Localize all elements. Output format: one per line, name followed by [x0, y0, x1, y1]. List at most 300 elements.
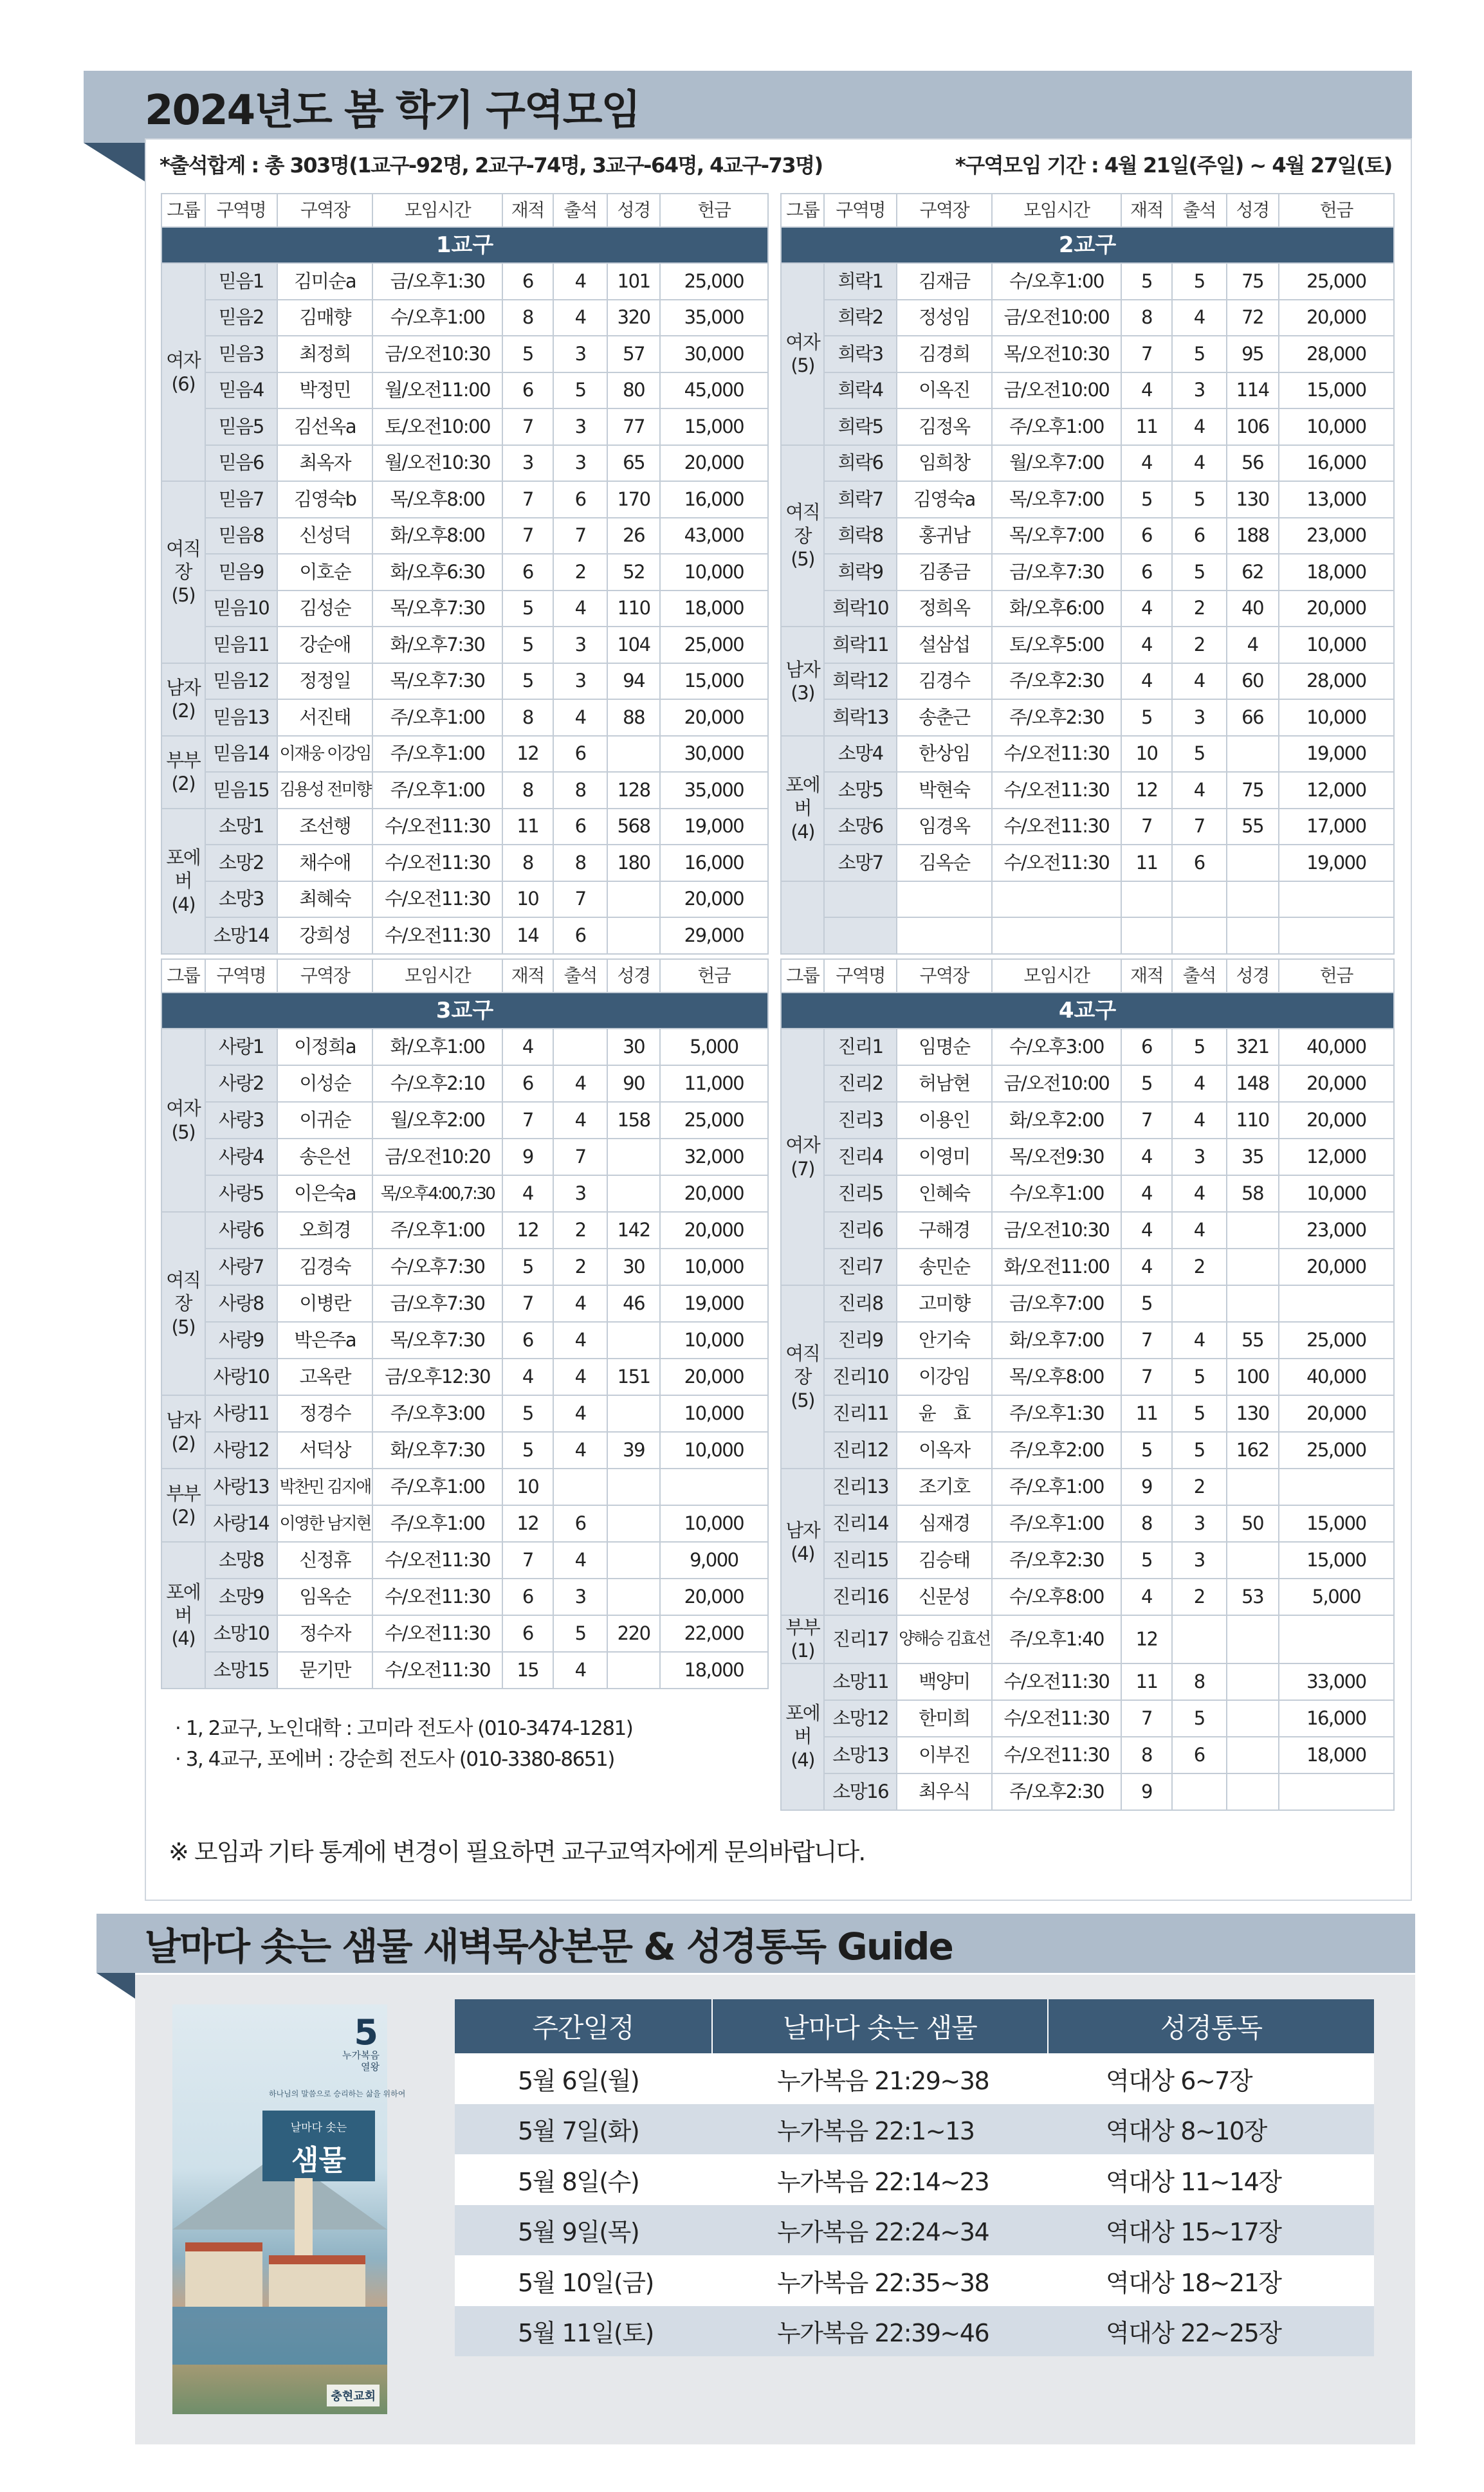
bible: 180: [607, 845, 659, 881]
sea: [172, 2307, 387, 2365]
column-header: 성경: [607, 959, 659, 993]
meeting-time: 주/오후1:00: [372, 1469, 502, 1505]
district-code: 진리5: [824, 1175, 896, 1212]
table-row: [781, 445, 1394, 482]
daily-reading: 누가복음 22:39~46: [712, 2306, 1048, 2357]
group-cell: 여자 (5): [781, 263, 824, 445]
bible: [1227, 845, 1279, 881]
table-row: [161, 300, 768, 336]
leader-name: 송민순: [897, 1249, 992, 1285]
enrolled: 10: [1121, 736, 1172, 773]
enrolled: 11: [502, 809, 553, 845]
district-code: 소망12: [824, 1700, 896, 1737]
column-header: 재적: [502, 959, 553, 993]
leader-name: 최우식: [897, 1773, 992, 1810]
leader-name: 송은선: [277, 1139, 372, 1175]
table-row: [781, 917, 1394, 954]
header-row: [161, 959, 768, 993]
leader-name: 최옥자: [277, 445, 372, 482]
attended: 4: [1172, 1175, 1227, 1212]
group-cell: 부부(1): [781, 1615, 824, 1663]
enrolled: 10: [502, 881, 553, 918]
attended: [553, 1029, 608, 1065]
attended: 4: [1172, 408, 1227, 445]
enrolled: 10: [502, 1469, 553, 1505]
leader-name: 정성임: [897, 300, 992, 336]
enrolled: 5: [502, 1432, 553, 1469]
table-row: [781, 408, 1394, 445]
offering: 15,000: [660, 408, 768, 445]
district-code: 소망13: [824, 1737, 896, 1773]
meeting-time: 수/오전11:30: [372, 881, 502, 918]
offering: 20,000: [660, 1212, 768, 1249]
offering: 18,000: [660, 1652, 768, 1689]
attended: [1172, 1285, 1227, 1322]
district-code: 믿음7: [205, 481, 278, 518]
column-header: 모임시간: [372, 194, 502, 227]
enrolled: 12: [502, 1212, 553, 1249]
offering: 5,000: [1279, 1579, 1394, 1615]
attended: 5: [1172, 263, 1227, 300]
table-row: [161, 663, 768, 700]
enrolled: 6: [502, 1065, 553, 1102]
bible: 148: [1227, 1065, 1279, 1102]
leader-name: 임옥순: [277, 1579, 372, 1615]
offering: 35,000: [660, 300, 768, 336]
district-code: 진리1: [824, 1029, 896, 1065]
column-header: 구역장: [897, 959, 992, 993]
table-row: [161, 1505, 768, 1542]
meeting-time: 주/오후3:00: [372, 1395, 502, 1432]
table-row: [161, 1542, 768, 1579]
offering: 25,000: [660, 1102, 768, 1139]
offering: 11,000: [660, 1065, 768, 1102]
bible: 130: [1227, 481, 1279, 518]
offering: 20,000: [1279, 1249, 1394, 1285]
district-code: 소망3: [205, 881, 278, 918]
bible: [1227, 1542, 1279, 1579]
attended: 2: [553, 1212, 608, 1249]
bible: 220: [607, 1615, 659, 1652]
bible: 90: [607, 1065, 659, 1102]
attended: 7: [1172, 809, 1227, 845]
meeting-time: 수/오전11:30: [992, 809, 1121, 845]
offering: 40,000: [1279, 1359, 1394, 1395]
leader-name: 고미향: [897, 1285, 992, 1322]
bible: 57: [607, 336, 659, 372]
attended: [1172, 1615, 1227, 1663]
column-header: 구역명: [205, 194, 278, 227]
enrolled: 8: [502, 699, 553, 736]
bible: [607, 917, 659, 954]
district-code: 믿음5: [205, 408, 278, 445]
attended: 2: [553, 554, 608, 591]
offering: 18,000: [660, 591, 768, 627]
attended: 7: [553, 1139, 608, 1175]
offering: 10,000: [660, 1395, 768, 1432]
bible: 106: [1227, 408, 1279, 445]
leader-name: 김영숙b: [277, 481, 372, 518]
district-code: 믿음13: [205, 699, 278, 736]
offering: 10,000: [660, 1249, 768, 1285]
enrolled: 6: [502, 554, 553, 591]
church-name: 3교구: [161, 993, 768, 1029]
attended: 5: [1172, 1029, 1227, 1065]
offering: 16,000: [660, 481, 768, 518]
offering: 43,000: [660, 518, 768, 554]
district-code: 소망14: [205, 917, 278, 954]
district-code: 진리13: [824, 1469, 896, 1505]
guide-row: [455, 2154, 1374, 2205]
attended: 5: [1172, 554, 1227, 591]
district-code: 희락2: [824, 300, 896, 336]
bible: [1227, 1285, 1279, 1322]
bible: [1227, 1663, 1279, 1700]
district-code: 진리17: [824, 1615, 896, 1663]
column-header: 재적: [502, 194, 553, 227]
enrolled: 8: [502, 772, 553, 809]
group-cell: 남자 (2): [161, 663, 205, 736]
attended: 4: [1172, 1212, 1227, 1249]
enrolled: 11: [1121, 845, 1172, 881]
table-row: [161, 554, 768, 591]
leader-name: 김승태: [897, 1542, 992, 1579]
meeting-time: 주/오후2:30: [992, 1542, 1121, 1579]
attended: 2: [553, 1249, 608, 1285]
offering: 20,000: [1279, 1065, 1394, 1102]
attended: 2: [1172, 1249, 1227, 1285]
column-header: 구역장: [277, 194, 372, 227]
leader-name: 김용성 전미향: [277, 772, 372, 809]
enrolled: 9: [502, 1139, 553, 1175]
leader-name: 김종금: [897, 554, 992, 591]
meeting-time: 목/오후7:30: [372, 1322, 502, 1359]
bible: [1227, 1615, 1279, 1663]
offering: 10,000: [1279, 699, 1394, 736]
attended: 4: [553, 1652, 608, 1689]
district-code: 소망9: [205, 1579, 278, 1615]
attended: 3: [553, 1579, 608, 1615]
enrolled: 14: [502, 917, 553, 954]
attended: 4: [553, 1102, 608, 1139]
leader-name: 심재경: [897, 1505, 992, 1542]
meeting-time: 목/오전10:30: [992, 336, 1121, 372]
offering: 25,000: [1279, 1322, 1394, 1359]
meeting-time: 주/오후1:00: [372, 736, 502, 773]
district-code: 믿음12: [205, 663, 278, 700]
offering: 23,000: [1279, 1212, 1394, 1249]
group-cell: 여직장 (5): [781, 1285, 824, 1469]
guide-table: [455, 1999, 1374, 2356]
table-row: [161, 1139, 768, 1175]
meeting-time: [992, 881, 1121, 918]
enrolled: 6: [1121, 518, 1172, 554]
meeting-time: 토/오후5:00: [992, 627, 1121, 663]
leader-name: 정수자: [277, 1615, 372, 1652]
bible: 110: [607, 591, 659, 627]
table-row: [781, 627, 1394, 663]
enrolled: 8: [502, 845, 553, 881]
district-code: 소망1: [205, 809, 278, 845]
leader-name: 채수애: [277, 845, 372, 881]
table-row: [161, 1432, 768, 1469]
offering: 10,000: [1279, 627, 1394, 663]
enrolled: 4: [1121, 1175, 1172, 1212]
attended: 4: [553, 300, 608, 336]
attended: 6: [1172, 845, 1227, 881]
leader-name: 김경수: [897, 663, 992, 700]
table-row: [781, 1737, 1394, 1773]
guide-header: 성경통독: [1048, 1999, 1374, 2053]
bible: 4: [1227, 627, 1279, 663]
table-row: [781, 300, 1394, 336]
enrolled: 6: [502, 1615, 553, 1652]
district-code: 희락9: [824, 554, 896, 591]
meeting-time: 금/오전10:00: [992, 300, 1121, 336]
district-code: 희락12: [824, 663, 896, 700]
bible: 75: [1227, 772, 1279, 809]
table-row: [161, 1359, 768, 1395]
group-cell: 남자 (4): [781, 1469, 824, 1615]
attended: 7: [553, 881, 608, 918]
district-code: 사랑2: [205, 1065, 278, 1102]
bible: 321: [1227, 1029, 1279, 1065]
table-row: [161, 336, 768, 372]
offering: 20,000: [660, 699, 768, 736]
leader-name: 김경숙: [277, 1249, 372, 1285]
leader-name: 신정휴: [277, 1542, 372, 1579]
table-row: [161, 1322, 768, 1359]
bible: 128: [607, 772, 659, 809]
attended: 4: [553, 263, 608, 300]
meeting-time: 주/오후1:00: [992, 1469, 1121, 1505]
offering: 23,000: [1279, 518, 1394, 554]
column-header: 그룹: [161, 194, 205, 227]
enrolled: 15: [502, 1652, 553, 1689]
guide-header: 날마다 솟는 샘물: [712, 1999, 1048, 2053]
enrolled: 5: [1121, 481, 1172, 518]
enrolled: 4: [1121, 1212, 1172, 1249]
group-cell: 여직장 (5): [161, 481, 205, 663]
bible: [607, 1322, 659, 1359]
table-row: [781, 372, 1394, 409]
offering: 40,000: [1279, 1029, 1394, 1065]
column-header: 그룹: [781, 959, 824, 993]
bible: 56: [1227, 445, 1279, 482]
attended: 4: [1172, 300, 1227, 336]
table-row: [781, 1663, 1394, 1700]
offering: 35,000: [660, 772, 768, 809]
offering: [1279, 1615, 1394, 1663]
bible: 114: [1227, 372, 1279, 409]
enrolled: 5: [1121, 263, 1172, 300]
offering: 10,000: [660, 554, 768, 591]
enrolled: 12: [1121, 1615, 1172, 1663]
enrolled: 4: [502, 1359, 553, 1395]
attended: 3: [1172, 1542, 1227, 1579]
district-code: [824, 917, 896, 954]
district-code: 사랑13: [205, 1469, 278, 1505]
cover-label-small: 날마다 솟는: [290, 2121, 347, 2134]
district-code: 소망11: [824, 1663, 896, 1700]
offering: 10,000: [660, 1432, 768, 1469]
district-code: 진리4: [824, 1139, 896, 1175]
offering: 45,000: [660, 372, 768, 409]
meeting-period: *구역모임 기간 : 4월 21일(주일) ~ 4월 27일(토): [955, 153, 1392, 178]
banner-corner: [84, 143, 145, 181]
meeting-time: 목/오후7:00: [992, 518, 1121, 554]
district-code: 진리10: [824, 1359, 896, 1395]
column-header: 헌금: [660, 194, 768, 227]
leader-name: 박찬민 김지애: [277, 1469, 372, 1505]
meeting-time: 화/오후6:00: [992, 591, 1121, 627]
bible: 65: [607, 445, 659, 482]
offering: 25,000: [1279, 1432, 1394, 1469]
attended: 5: [553, 372, 608, 409]
enrolled: 12: [502, 1505, 553, 1542]
table-row: [781, 1395, 1394, 1432]
leader-name: 이병란: [277, 1285, 372, 1322]
district-code: 희락8: [824, 518, 896, 554]
table-row: [781, 1615, 1394, 1663]
leader-name: 김옥순: [897, 845, 992, 881]
leader-name: 이은숙a: [277, 1175, 372, 1212]
guide-row: [455, 2104, 1374, 2155]
bible: [1227, 736, 1279, 773]
daily-reading: 누가복음 22:24~34: [712, 2205, 1048, 2256]
column-header: 구역명: [205, 959, 278, 993]
enrolled: 5: [502, 627, 553, 663]
group-cell: 포에버 (4): [161, 809, 205, 954]
attended: 3: [1172, 1505, 1227, 1542]
attended: 5: [1172, 1700, 1227, 1737]
meeting-time: 수/오전11:30: [372, 1542, 502, 1579]
cover-publisher: 충현교회: [327, 2385, 380, 2406]
leader-name: 이재웅 이강임: [277, 736, 372, 773]
meeting-time: 화/오후7:30: [372, 1432, 502, 1469]
table-row: [781, 336, 1394, 372]
leader-name: 홍귀남: [897, 518, 992, 554]
enrolled: 7: [1121, 1322, 1172, 1359]
district-code: 희락5: [824, 408, 896, 445]
enrolled: 11: [1121, 408, 1172, 445]
bible: [607, 1395, 659, 1432]
guide-row: [455, 2255, 1374, 2306]
guide-header: 주간일정: [455, 1999, 712, 2053]
enrolled: 7: [502, 1102, 553, 1139]
meeting-time: 목/오후7:30: [372, 591, 502, 627]
attended: 4: [553, 591, 608, 627]
attended: 6: [553, 481, 608, 518]
meeting-time: 수/오전11:30: [992, 772, 1121, 809]
group-cell: 포에버 (4): [781, 1663, 824, 1810]
district-code: 소망2: [205, 845, 278, 881]
meeting-time: 수/오전11:30: [372, 1652, 502, 1689]
bible: 60: [1227, 663, 1279, 700]
attended: 4: [1172, 772, 1227, 809]
bible: 188: [1227, 518, 1279, 554]
enrolled: 6: [1121, 554, 1172, 591]
offering: 19,000: [1279, 736, 1394, 773]
church-table-1: [161, 193, 769, 955]
cover-label: [262, 2111, 375, 2181]
district-code: 희락10: [824, 591, 896, 627]
enrolled: 5: [502, 663, 553, 700]
group-cell: 여자 (6): [161, 263, 205, 481]
table-row: [161, 591, 768, 627]
attended: 4: [553, 1395, 608, 1432]
attended: 3: [553, 408, 608, 445]
meeting-time: 목/오후7:30: [372, 663, 502, 700]
bible: 151: [607, 1359, 659, 1395]
enrolled: 5: [502, 1395, 553, 1432]
bible-reading: 역대상 22~25장: [1048, 2306, 1374, 2357]
offering: 20,000: [1279, 591, 1394, 627]
meeting-time: 수/오후1:00: [372, 300, 502, 336]
leader-name: 이부진: [897, 1737, 992, 1773]
notice: ※ 모임과 기타 통계에 변경이 필요하면 교구교역자에게 문의바랍니다.: [169, 1838, 865, 1866]
offering: 17,000: [1279, 809, 1394, 845]
leader-name: 강순애: [277, 627, 372, 663]
leader-name: 백양미: [897, 1663, 992, 1700]
table-row: [161, 1102, 768, 1139]
meeting-time: 주/오후2:30: [992, 1773, 1121, 1810]
district-code: 진리9: [824, 1322, 896, 1359]
column-header: 성경: [607, 194, 659, 227]
group-cell: 포에버 (4): [161, 1542, 205, 1689]
table-row: [161, 917, 768, 954]
column-header: 출석: [553, 194, 608, 227]
meeting-time: 금/오후1:30: [372, 263, 502, 300]
offering: 5,000: [660, 1029, 768, 1065]
group-cell: 여직장 (5): [781, 445, 824, 627]
bible: [1227, 1212, 1279, 1249]
meeting-time: 주/오후1:40: [992, 1615, 1121, 1663]
guide-row: [455, 2205, 1374, 2256]
enrolled: 9: [1121, 1773, 1172, 1810]
district-code: 희락13: [824, 699, 896, 736]
offering: 22,000: [660, 1615, 768, 1652]
leader-name: 이용인: [897, 1102, 992, 1139]
offering: 30,000: [660, 736, 768, 773]
column-header: 그룹: [781, 194, 824, 227]
offering: [1279, 1773, 1394, 1810]
header-row: [161, 194, 768, 227]
bible: 568: [607, 809, 659, 845]
table-row: [161, 809, 768, 845]
meeting-time: 수/오전11:30: [372, 809, 502, 845]
leader-name: 최혜숙: [277, 881, 372, 918]
column-header: 성경: [1227, 959, 1279, 993]
enrolled: 6: [502, 1322, 553, 1359]
attended: 5: [1172, 1432, 1227, 1469]
attended: 5: [1172, 1395, 1227, 1432]
enrolled: 9: [1121, 1469, 1172, 1505]
offering: 16,000: [1279, 445, 1394, 482]
table-row: [781, 1700, 1394, 1737]
meeting-time: 목/오후7:00: [992, 481, 1121, 518]
table-row: [161, 1395, 768, 1432]
district-code: 사랑4: [205, 1139, 278, 1175]
table-row: [161, 1615, 768, 1652]
enrolled: 7: [502, 481, 553, 518]
table-row: [781, 1505, 1394, 1542]
offering: 20,000: [660, 1359, 768, 1395]
attended: 2: [1172, 627, 1227, 663]
offering: 12,000: [1279, 1139, 1394, 1175]
table-row: [161, 1065, 768, 1102]
attended: [1172, 881, 1227, 918]
